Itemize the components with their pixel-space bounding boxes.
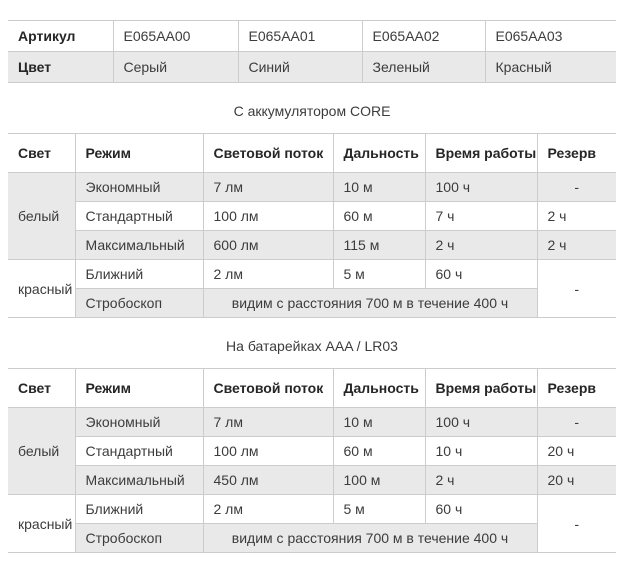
flux-cell: 100 лм bbox=[203, 437, 333, 466]
color-row bbox=[8, 52, 616, 83]
column-header-range: Дальность bbox=[333, 369, 425, 408]
range-cell: 100 м bbox=[333, 466, 425, 495]
article-label: Артикул bbox=[8, 21, 113, 52]
table-row bbox=[8, 231, 616, 260]
range-cell: 5 м bbox=[333, 495, 425, 524]
column-header-mode: Режим bbox=[75, 134, 203, 173]
flux-cell: 600 лм bbox=[203, 231, 333, 260]
column-header-flux: Световой поток bbox=[203, 134, 333, 173]
reserve-cell: 20 ч bbox=[537, 437, 616, 466]
table-row bbox=[8, 260, 616, 289]
mode-cell: Экономный bbox=[75, 173, 203, 202]
range-cell: 60 м bbox=[333, 202, 425, 231]
strobe-note-cell: видим с расстояния 700 м в течение 400 ч bbox=[203, 524, 537, 553]
mode-cell: Максимальный bbox=[75, 466, 203, 495]
table-header-row bbox=[8, 369, 616, 408]
light-white-cell: белый bbox=[8, 173, 75, 260]
column-header-light: Свет bbox=[8, 369, 75, 408]
time-cell: 100 ч bbox=[425, 173, 537, 202]
color-value: Серый bbox=[113, 52, 238, 83]
mode-cell: Стандартный bbox=[75, 202, 203, 231]
light-red-cell: красный bbox=[8, 495, 75, 553]
mode-cell: Максимальный bbox=[75, 231, 203, 260]
color-value: Синий bbox=[238, 52, 362, 83]
article-row bbox=[8, 21, 616, 52]
column-header-light: Свет bbox=[8, 134, 75, 173]
flux-cell: 100 лм bbox=[203, 202, 333, 231]
light-white-cell: белый bbox=[8, 408, 75, 495]
article-value: E065AA00 bbox=[113, 21, 238, 52]
color-value: Красный bbox=[485, 52, 616, 83]
mode-cell: Стандартный bbox=[75, 437, 203, 466]
table-row bbox=[8, 202, 616, 231]
color-label: Цвет bbox=[8, 52, 113, 83]
column-header-time: Время работы bbox=[425, 134, 537, 173]
spec-table-aaa bbox=[8, 368, 616, 553]
table-row bbox=[8, 289, 616, 318]
range-cell: 10 м bbox=[333, 173, 425, 202]
table-row bbox=[8, 524, 616, 553]
article-value: E065AA03 bbox=[485, 21, 616, 52]
reserve-cell: - bbox=[537, 495, 616, 553]
range-cell: 60 м bbox=[333, 437, 425, 466]
column-header-flux: Световой поток bbox=[203, 369, 333, 408]
mode-cell: Стробоскоп bbox=[75, 289, 203, 318]
time-cell: 2 ч bbox=[425, 231, 537, 260]
flux-cell: 2 лм bbox=[203, 260, 333, 289]
column-header-range: Дальность bbox=[333, 134, 425, 173]
range-cell: 10 м bbox=[333, 408, 425, 437]
range-cell: 115 м bbox=[333, 231, 425, 260]
flux-cell: 7 лм bbox=[203, 173, 333, 202]
reserve-cell: - bbox=[537, 408, 616, 437]
reserve-cell: - bbox=[537, 260, 616, 318]
time-cell: 100 ч bbox=[425, 408, 537, 437]
time-cell: 7 ч bbox=[425, 202, 537, 231]
reserve-cell: - bbox=[537, 173, 616, 202]
table-row bbox=[8, 466, 616, 495]
time-cell: 60 ч bbox=[425, 495, 537, 524]
range-cell: 5 м bbox=[333, 260, 425, 289]
flux-cell: 2 лм bbox=[203, 495, 333, 524]
time-cell: 60 ч bbox=[425, 260, 537, 289]
reserve-cell: 20 ч bbox=[537, 466, 616, 495]
time-cell: 2 ч bbox=[425, 466, 537, 495]
mode-cell: Ближний bbox=[75, 260, 203, 289]
mode-cell: Ближний bbox=[75, 495, 203, 524]
flux-cell: 450 лм bbox=[203, 466, 333, 495]
table-row bbox=[8, 173, 616, 202]
color-value: Зеленый bbox=[362, 52, 485, 83]
mode-cell: Экономный bbox=[75, 408, 203, 437]
mode-cell: Стробоскоп bbox=[75, 524, 203, 553]
column-header-reserve: Резерв bbox=[537, 369, 616, 408]
column-header-mode: Режим bbox=[75, 369, 203, 408]
column-header-time: Время работы bbox=[425, 369, 537, 408]
time-cell: 10 ч bbox=[425, 437, 537, 466]
article-value: E065AA01 bbox=[238, 21, 362, 52]
column-header-reserve: Резерв bbox=[537, 134, 616, 173]
article-color-table bbox=[8, 20, 616, 83]
table-row bbox=[8, 495, 616, 524]
light-red-cell: красный bbox=[8, 260, 75, 318]
spec-table-core bbox=[8, 133, 616, 318]
table-header-row bbox=[8, 134, 616, 173]
strobe-note-cell: видим с расстояния 700 м в течение 400 ч bbox=[203, 289, 537, 318]
table-row bbox=[8, 408, 616, 437]
section-title-aaa: На батарейках AAA / LR03 bbox=[226, 338, 398, 354]
reserve-cell: 2 ч bbox=[537, 231, 616, 260]
table-row bbox=[8, 437, 616, 466]
article-value: E065AA02 bbox=[362, 21, 485, 52]
reserve-cell: 2 ч bbox=[537, 202, 616, 231]
flux-cell: 7 лм bbox=[203, 408, 333, 437]
section-title-core: С аккумулятором CORE bbox=[233, 103, 391, 119]
